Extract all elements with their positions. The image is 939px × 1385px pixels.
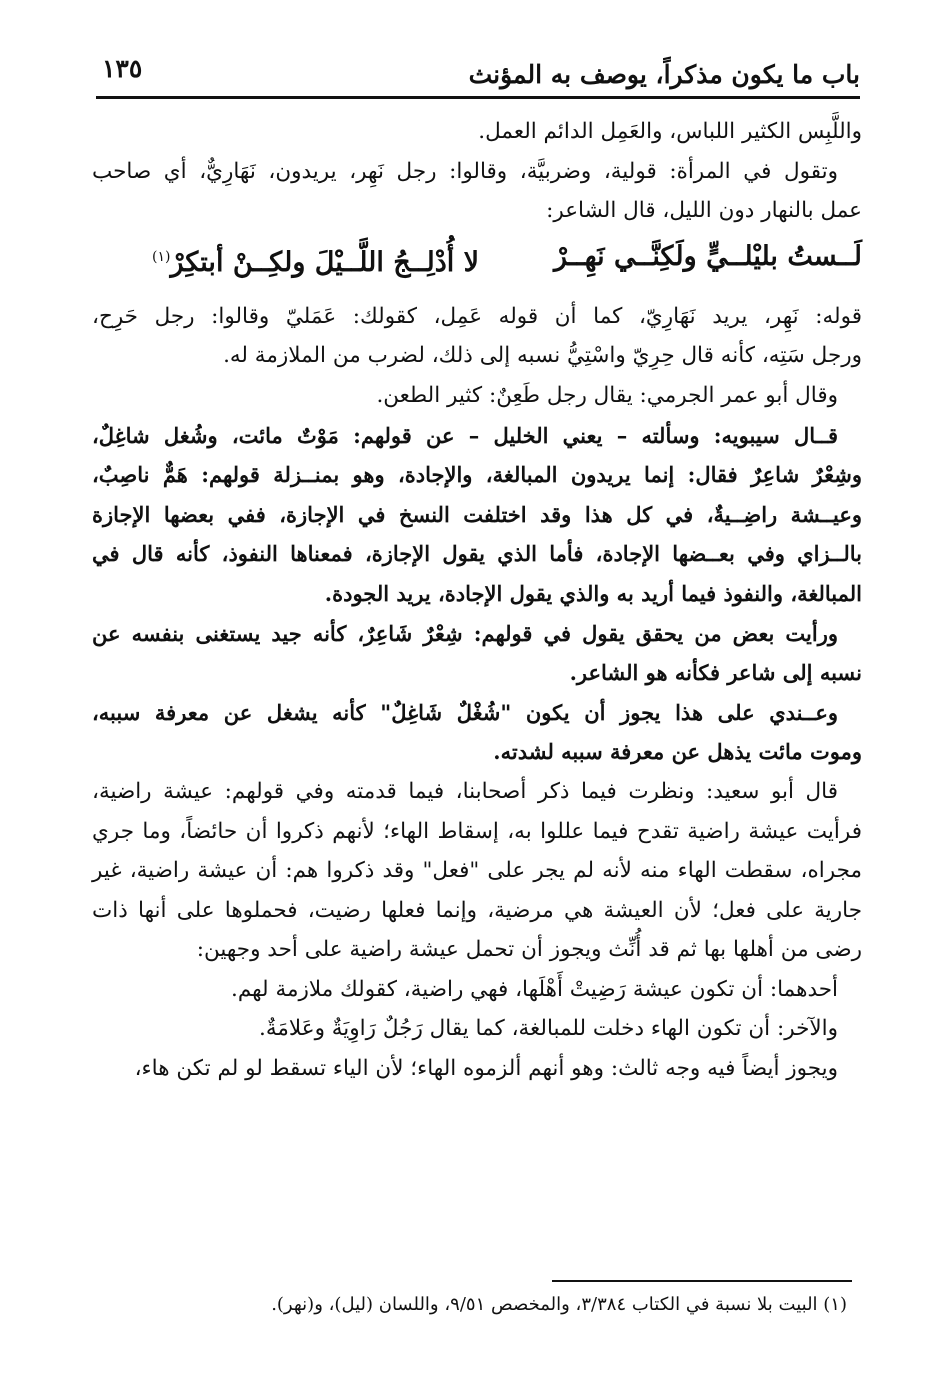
text-line: وقال أبو عمر الجرمي: يقال رجل طَعِنٌ: كثير الطعن. bbox=[376, 382, 838, 408]
text-line: أحدهما: أن تكون عيشة رَضِيتْ أَهْلَها، فهي راضية، كقولك ملازمة لهم. bbox=[231, 976, 838, 1002]
paragraph bbox=[92, 693, 862, 772]
text-line: بالــزاي وفي بعــضها الإجادة، فأما الذي يقول الإجازة، فمعناها النفوذ، كأنه قال في bbox=[92, 541, 862, 567]
text-line: قوله: نَهِر، يريد نَهَارِيّ، كما أن قوله عَمِل، كقولك: عَمَليّ وقالوا: رجل حَرِح، bbox=[92, 303, 862, 329]
body-text bbox=[92, 112, 862, 1089]
text-line: نسبه إلى شاعر فكأنه هو الشاعر. bbox=[569, 660, 862, 686]
paragraph bbox=[92, 112, 862, 152]
text-line: ويجوز أيضاً فيه وجه ثالث: وهو أنهم ألزموه الهاء؛ لأن الياء تسقط لو لم تكن هاء، bbox=[134, 1056, 838, 1082]
paragraph bbox=[92, 970, 862, 1010]
text-line: والآخر: أن تكون الهاء دخلت للمبالغة، كما يقال رَجُلٌ رَاوِيَةٌ وعَلامَةٌ. bbox=[259, 1016, 838, 1042]
running-title: باب ما يكون مذكراً، يوصف به المؤنث bbox=[468, 60, 860, 89]
page-header bbox=[96, 48, 860, 94]
footnote-marker[interactable]: (١) bbox=[152, 248, 171, 265]
paragraph bbox=[92, 1009, 862, 1049]
paragraphs-before-verse bbox=[92, 112, 862, 231]
paragraph bbox=[92, 152, 862, 231]
text-line: فرأيت عيشة راضية تقدح فيما عللوا به، إسقاط الهاء؛ لأنهم ذكروا أن حائضاً، وما جري bbox=[92, 818, 862, 844]
text-line: عمل بالنهار دون الليل، قال الشاعر: bbox=[546, 198, 862, 224]
text-line: جارية على فعل؛ لأن العيشة هي مرضية، وإنما فعلها رضيت، فحملوها على أنها ذات bbox=[92, 897, 862, 923]
paragraph bbox=[92, 1049, 862, 1089]
text-line: وتقول في المرأة: قولية، وضربيَّة، وقالوا: رجل نَهِر، يريدون، نَهَارِيٌّ، أي صاحب bbox=[92, 158, 838, 184]
text-line: رضى من أهلها بها ثم قد أُنِّث ويجوز أن تحمل عيشة راضية على أحد وجهين: bbox=[196, 937, 862, 963]
poetry-verse bbox=[92, 233, 862, 287]
paragraph bbox=[92, 772, 862, 970]
verse-hemistich-left: لا أُدْلِــجُ اللَّــيْلَ ولكِــنْ أبتكِرْ bbox=[170, 246, 480, 278]
text-line: وموت مائت يذهل عن معرفة سببه لشدته. bbox=[493, 739, 862, 765]
page-number: ١٣٥ bbox=[102, 54, 143, 83]
text-line: ورأيت بعض من يحقق يقول في قولهم: شِعْرٌ شَاعِرٌ، كأنه جيد يستغنى بنفسه عن bbox=[92, 620, 838, 646]
text-line: المبالغة، والنفوذ فيما أريد به والذي يقول الإجادة، يريد الجودة. bbox=[324, 580, 862, 606]
footnote: (١) البيت بلا نسبة في الكتاب ٣/٣٨٤، والمخصص ٩/٥١، واللسان (ليل)، و(نهر). bbox=[271, 1294, 847, 1315]
text-line: واللَّبِس الكثير اللباس، والعَمِل الدائم العمل. bbox=[478, 119, 862, 144]
text-line: وعــندي على هذا يجوز أن يكون "شُغْلٌ شَاغِلٌ" كأنه يشغل عن معرفة سببه، bbox=[92, 699, 838, 725]
text-line: ورجل سَتِه، كأنه قال حِرِيّ واسْتِيُّ نسبه إلى ذلك، لضرب من الملازمة له. bbox=[223, 343, 862, 369]
header-rule bbox=[96, 96, 860, 99]
footnote-rule bbox=[552, 1280, 852, 1282]
paragraphs-after-verse bbox=[92, 297, 862, 1089]
paragraph bbox=[92, 376, 862, 416]
paragraph bbox=[92, 614, 862, 693]
text-line: وشِعْرٌ شاعِرٌ فقال: إنما يريدون المبالغة، والإجادة، وهو بمنــزلة قولهم: هَمٌّ ناصِبٌ، bbox=[92, 462, 862, 488]
text-line: قــال سيبويه: وسألته – يعني الخليل – عن قولهم: مَوْتٌ مائت، وشُغل شاغِلٌ، bbox=[92, 422, 838, 448]
text-line: مجراه، سقطت الهاء منه لأنه لم يجر على "فعل" وقد ذكروا هم: أن عيشة راضية، غير bbox=[92, 858, 862, 884]
paragraph bbox=[92, 297, 862, 376]
verse-hemistich-right: لَــستُ بليْلــيٍّ ولَكِنَّــي نَهِــرْ bbox=[553, 240, 862, 272]
text-line: قال أبو سعيد: ونظرت فيما ذكر أصحابنا، فيما قدمته وفي قولهم: عيشة راضية، bbox=[92, 778, 838, 804]
paragraph bbox=[92, 416, 862, 614]
verse-hemistich-left-wrap bbox=[152, 233, 479, 287]
text-line: وعيــشة راضِــيةٌ، في كل هذا وقد اختلفت النسخ في الإجازة، ففي بعضها الإجازة bbox=[92, 501, 862, 527]
